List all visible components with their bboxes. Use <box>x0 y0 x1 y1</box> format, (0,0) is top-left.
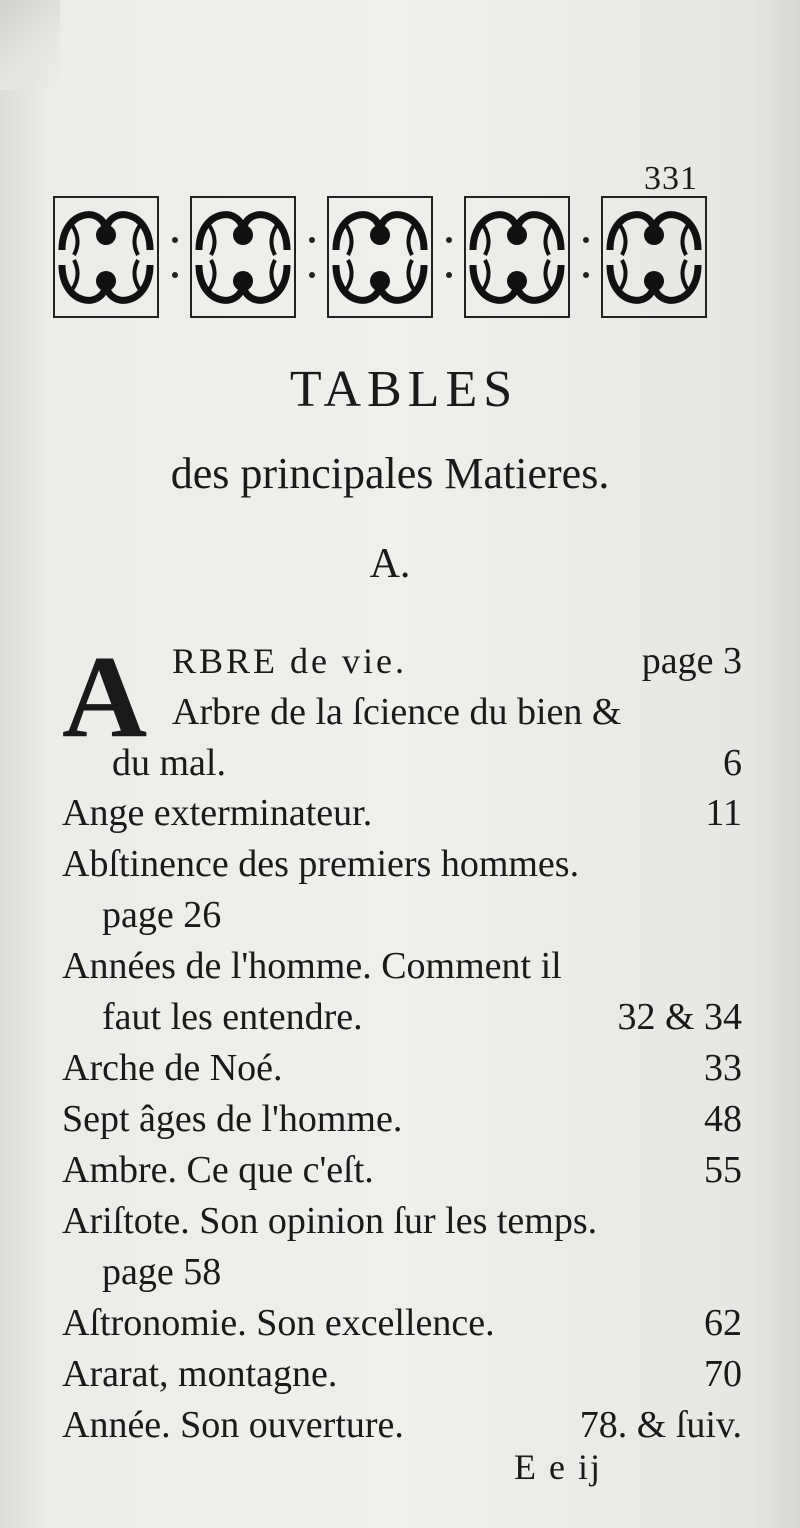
index-entry <box>62 1094 742 1145</box>
ornament-icon <box>463 195 571 319</box>
entry-page-ref: 48 <box>704 1098 742 1140</box>
page-number: 331 <box>644 160 698 197</box>
index-entry <box>62 941 742 1043</box>
ornament-icon <box>189 195 297 319</box>
entry-page-ref: 33 <box>704 1047 742 1089</box>
entry-continuation: page 58 <box>102 1251 222 1293</box>
entry-text: du mal. <box>112 742 226 784</box>
ornament-icon <box>52 195 160 319</box>
entry-text: RBRE de vie. <box>172 641 407 681</box>
ornament-separator <box>582 222 590 292</box>
entry-page-ref: page 3 <box>641 640 742 682</box>
entry-page-ref: 70 <box>704 1353 742 1395</box>
entry-text: Arche de Noé. <box>62 1047 283 1089</box>
index-entry <box>62 1145 742 1196</box>
index-entry <box>62 1400 742 1451</box>
entry-text: Ambre. Ce que c'eſt. <box>62 1149 374 1191</box>
signature-mark: E e ij <box>514 1447 602 1487</box>
entry-line <box>172 636 742 687</box>
ornament-separator <box>171 222 179 292</box>
entry-text: Abſtinence des premiers hommes. <box>62 843 580 885</box>
entry-text: Ariſtote. Son opinion ſur les temps. <box>62 1200 598 1242</box>
entry-page-ref: 55 <box>704 1149 742 1191</box>
headpiece-ornament <box>52 192 708 322</box>
entry-text: Ararat, montagne. <box>62 1353 338 1395</box>
entry-text: Sept âges de l'homme. <box>62 1098 403 1140</box>
letter-heading: A. <box>369 541 411 587</box>
index-entries <box>62 631 742 1451</box>
entry-text: Arbre de la ſcience du bien & <box>172 691 622 733</box>
section-title: TABLES <box>289 361 519 418</box>
entry-line <box>172 687 742 738</box>
index-entry <box>62 1196 742 1298</box>
index-entry <box>62 1043 742 1094</box>
entry-continuation: faut les entendre. <box>102 996 363 1038</box>
entry-line <box>112 738 742 789</box>
page-corner-mark <box>0 0 60 90</box>
entry-text: Ange exterminateur. <box>62 792 373 834</box>
ornament-icon <box>600 195 708 319</box>
ornament-separator <box>308 222 316 292</box>
index-entry <box>62 1298 742 1349</box>
index-entry <box>62 839 742 941</box>
entry-page-ref: 6 <box>723 742 742 784</box>
entry-continuation: page 26 <box>102 894 222 936</box>
entry-page-ref: 11 <box>705 792 742 834</box>
drop-cap: A <box>62 631 148 762</box>
entry-text: Années de l'homme. Comment il <box>62 945 562 987</box>
section-subtitle: des principales Matieres. <box>170 449 610 498</box>
entry-page-ref: 78. & ſuiv. <box>579 1404 742 1446</box>
entry-text: Aſtronomie. Son excellence. <box>62 1302 495 1344</box>
index-entry <box>62 1349 742 1400</box>
ornament-separator <box>445 222 453 292</box>
entry-page-ref: 32 & 34 <box>617 996 742 1038</box>
index-entry <box>62 788 742 839</box>
entry-text: Année. Son ouverture. <box>62 1404 404 1446</box>
entry-page-ref: 62 <box>704 1302 742 1344</box>
index-entry-first <box>62 631 742 788</box>
ornament-icon <box>326 195 434 319</box>
